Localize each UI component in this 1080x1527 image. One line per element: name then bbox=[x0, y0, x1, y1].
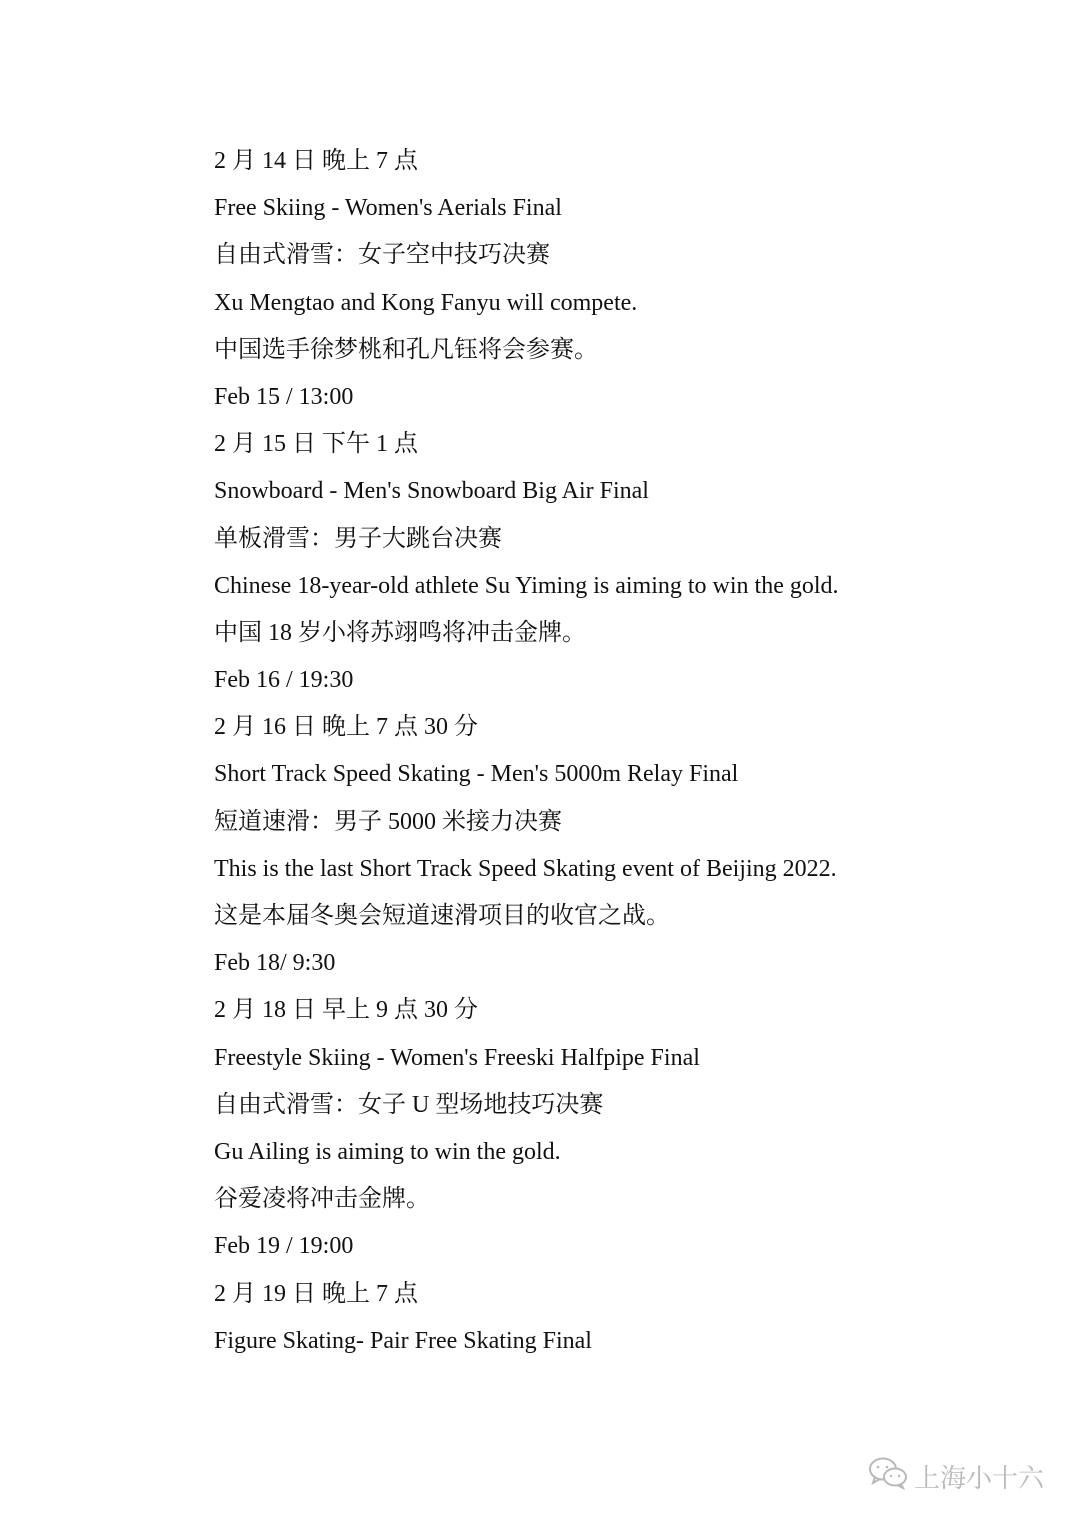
text-line: Xu Mengtao and Kong Fanyu will compete. bbox=[214, 289, 638, 316]
text-line: Figure Skating- Pair Free Skating Final bbox=[214, 1327, 592, 1354]
text-line: 2 月 19 日 晚上 7 点 bbox=[214, 1280, 418, 1307]
text-line: Snowboard - Men's Snowboard Big Air Final bbox=[214, 478, 649, 505]
text-line: 自由式滑雪：女子 U 型场地技巧决赛 bbox=[214, 1091, 604, 1118]
text-line: 2 月 18 日 早上 9 点 30 分 bbox=[214, 997, 478, 1024]
text-line: Short Track Speed Skating - Men's 5000m Relay Final bbox=[214, 761, 739, 788]
text-line: 单板滑雪：男子大跳台决赛 bbox=[214, 525, 502, 552]
text-line: Chinese 18-year-old athlete Su Yiming is aiming to win the gold. bbox=[214, 572, 839, 599]
text-line: Gu Ailing is aiming to win the gold. bbox=[214, 1138, 561, 1165]
text-line: Feb 19 / 19:00 bbox=[214, 1233, 354, 1260]
watermark-text: 上海小十六 bbox=[913, 1464, 1044, 1494]
text-line: Free Skiing - Women's Aerials Final bbox=[214, 195, 562, 222]
text-line: 自由式滑雪：女子空中技巧决赛 bbox=[214, 242, 550, 269]
text-line: 短道速滑：男子 5000 米接力决赛 bbox=[214, 808, 562, 835]
text-line: Feb 18/ 9:30 bbox=[214, 950, 336, 977]
text-line: 谷爱凌将冲击金牌。 bbox=[214, 1186, 430, 1213]
wechat-icon bbox=[868, 1456, 908, 1497]
text-line: 中国选手徐梦桃和孔凡钰将会参赛。 bbox=[214, 336, 598, 363]
schedule-text-block bbox=[214, 138, 1014, 1365]
watermark bbox=[868, 1456, 1044, 1497]
text-line: 2 月 16 日 晚上 7 点 30 分 bbox=[214, 714, 478, 741]
text-line: Feb 16 / 19:30 bbox=[214, 667, 354, 694]
text-line: Freestyle Skiing - Women's Freeski Halfpipe Final bbox=[214, 1044, 700, 1071]
text-line: 中国 18 岁小将苏翊鸣将冲击金牌。 bbox=[214, 619, 586, 646]
text-line: This is the last Short Track Speed Skating event of Beijing 2022. bbox=[214, 855, 837, 882]
text-line: 这是本届冬奥会短道速滑项目的收官之战。 bbox=[214, 903, 670, 929]
text-line: 2 月 14 日 晚上 7 点 bbox=[214, 148, 418, 174]
text-line: Feb 15 / 13:00 bbox=[214, 383, 354, 410]
text-line: 2 月 15 日 下午 1 点 bbox=[214, 431, 418, 458]
